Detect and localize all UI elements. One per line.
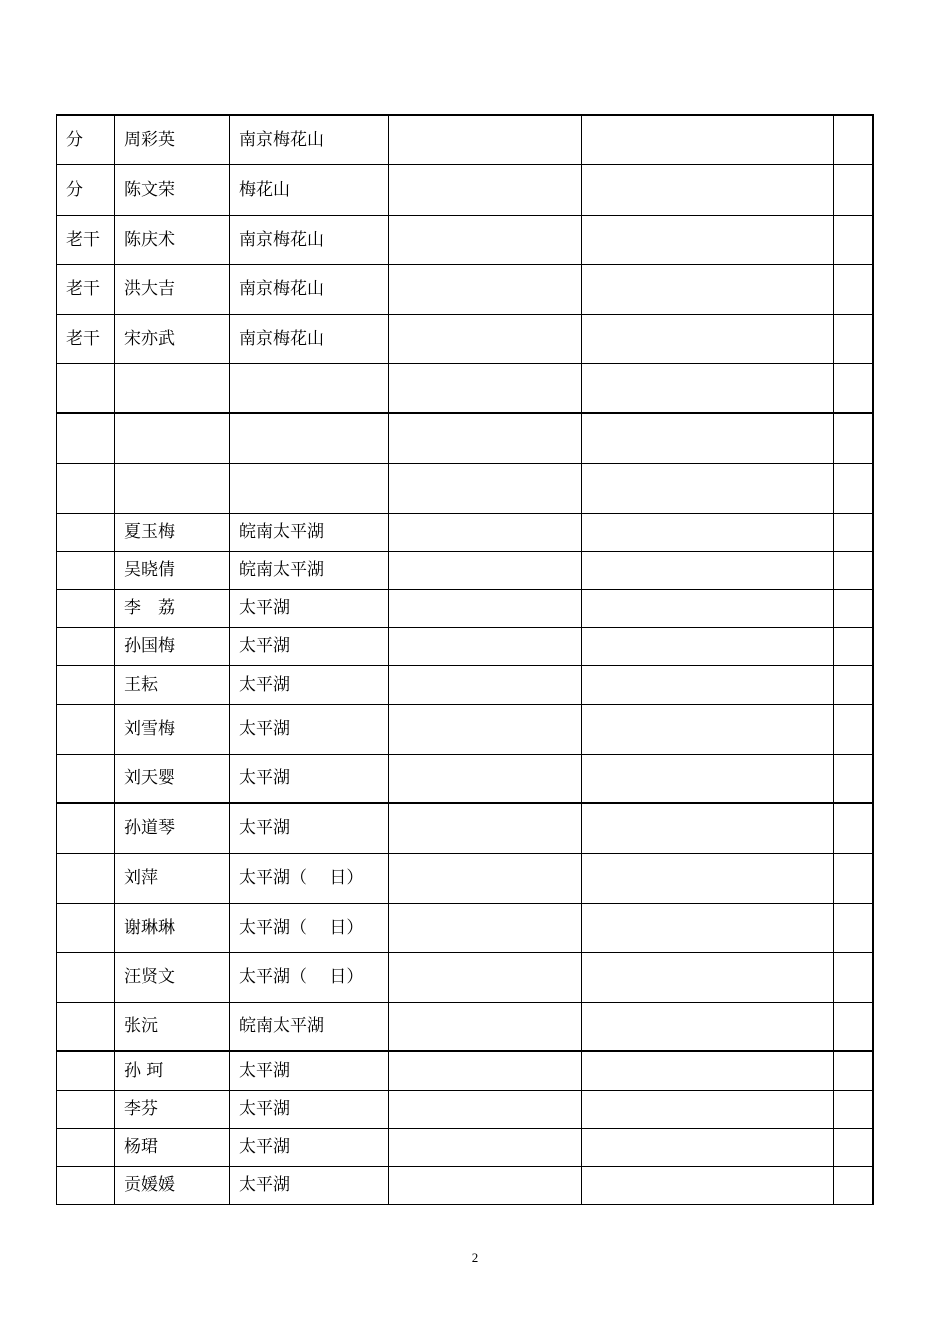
location-cell: 南京梅花山 <box>230 115 389 164</box>
blank-cell <box>834 704 873 754</box>
blank-cell <box>389 627 582 665</box>
table-row <box>57 513 873 551</box>
table-row <box>57 463 873 513</box>
blank-cell <box>582 1128 834 1166</box>
blank-cell <box>582 413 834 463</box>
blank-cell <box>834 1128 873 1166</box>
category-cell <box>57 463 115 513</box>
table-row <box>57 665 873 704</box>
location-cell <box>230 463 389 513</box>
blank-cell <box>582 1002 834 1051</box>
blank-cell <box>582 853 834 903</box>
blank-cell <box>834 853 873 903</box>
name-cell: 洪大吉 <box>115 264 230 314</box>
blank-cell <box>834 551 873 589</box>
category-cell <box>57 1051 115 1090</box>
blank-cell <box>834 803 873 853</box>
blank-cell <box>389 551 582 589</box>
blank-cell <box>582 513 834 551</box>
category-cell <box>57 704 115 754</box>
location-cell: 太平湖 <box>230 803 389 853</box>
blank-cell <box>582 589 834 627</box>
blank-cell <box>834 513 873 551</box>
roster-table <box>56 114 874 1205</box>
blank-cell <box>389 1051 582 1090</box>
blank-cell <box>389 1128 582 1166</box>
name-cell <box>115 363 230 413</box>
location-cell: 太平湖（ 日） <box>230 853 389 903</box>
category-cell: 分 <box>57 164 115 215</box>
blank-cell <box>834 903 873 952</box>
location-cell: 太平湖 <box>230 589 389 627</box>
blank-cell <box>834 314 873 363</box>
blank-cell <box>389 264 582 314</box>
location-cell: 太平湖 <box>230 1090 389 1128</box>
blank-cell <box>834 264 873 314</box>
name-cell: 张沅 <box>115 1002 230 1051</box>
blank-cell <box>834 1166 873 1204</box>
blank-cell <box>834 627 873 665</box>
blank-cell <box>582 115 834 164</box>
table-row <box>57 704 873 754</box>
location-cell: 皖南太平湖 <box>230 513 389 551</box>
table-row <box>57 363 873 413</box>
blank-cell <box>582 903 834 952</box>
name-cell: 刘萍 <box>115 853 230 903</box>
category-cell: 老干 <box>57 264 115 314</box>
category-cell <box>57 1166 115 1204</box>
blank-cell <box>389 952 582 1002</box>
blank-cell <box>389 704 582 754</box>
roster-table-body <box>57 115 873 1204</box>
blank-cell <box>834 1002 873 1051</box>
blank-cell <box>389 314 582 363</box>
blank-cell <box>389 1090 582 1128</box>
blank-cell <box>389 215 582 264</box>
blank-cell <box>389 413 582 463</box>
blank-cell <box>582 551 834 589</box>
blank-cell <box>582 1090 834 1128</box>
category-cell <box>57 413 115 463</box>
blank-cell <box>582 627 834 665</box>
blank-cell <box>582 215 834 264</box>
location-cell: 太平湖（ 日） <box>230 952 389 1002</box>
location-cell: 太平湖 <box>230 1128 389 1166</box>
table-row <box>57 1002 873 1051</box>
name-cell: 吴晓倩 <box>115 551 230 589</box>
table-row <box>57 903 873 952</box>
blank-cell <box>389 754 582 803</box>
blank-cell <box>389 513 582 551</box>
category-cell <box>57 754 115 803</box>
name-cell: 宋亦武 <box>115 314 230 363</box>
blank-cell <box>389 363 582 413</box>
name-cell: 贡媛媛 <box>115 1166 230 1204</box>
name-cell: 孙 珂 <box>115 1051 230 1090</box>
category-cell <box>57 1128 115 1166</box>
blank-cell <box>834 363 873 413</box>
location-cell: 太平湖 <box>230 754 389 803</box>
blank-cell <box>389 164 582 215</box>
category-cell <box>57 363 115 413</box>
name-cell <box>115 463 230 513</box>
table-row <box>57 1090 873 1128</box>
location-cell <box>230 363 389 413</box>
table-row <box>57 551 873 589</box>
name-cell: 孙道琴 <box>115 803 230 853</box>
location-cell: 皖南太平湖 <box>230 551 389 589</box>
category-cell <box>57 803 115 853</box>
blank-cell <box>582 1051 834 1090</box>
name-cell: 孙国梅 <box>115 627 230 665</box>
table-row <box>57 264 873 314</box>
table-row <box>57 952 873 1002</box>
name-cell: 杨珺 <box>115 1128 230 1166</box>
category-cell <box>57 1002 115 1051</box>
category-cell <box>57 627 115 665</box>
blank-cell <box>582 314 834 363</box>
blank-cell <box>389 589 582 627</box>
blank-cell <box>834 665 873 704</box>
table-row <box>57 1051 873 1090</box>
blank-cell <box>834 164 873 215</box>
blank-cell <box>389 665 582 704</box>
category-cell <box>57 589 115 627</box>
blank-cell <box>834 589 873 627</box>
blank-cell <box>582 363 834 413</box>
location-cell: 太平湖 <box>230 627 389 665</box>
location-cell: 太平湖 <box>230 704 389 754</box>
blank-cell <box>834 115 873 164</box>
name-cell: 刘天婴 <box>115 754 230 803</box>
blank-cell <box>389 115 582 164</box>
blank-cell <box>582 754 834 803</box>
blank-cell <box>582 803 834 853</box>
blank-cell <box>834 1090 873 1128</box>
blank-cell <box>834 1051 873 1090</box>
blank-cell <box>834 754 873 803</box>
blank-cell <box>834 952 873 1002</box>
name-cell: 陈庆术 <box>115 215 230 264</box>
category-cell: 老干 <box>57 215 115 264</box>
category-cell <box>57 853 115 903</box>
category-cell <box>57 551 115 589</box>
location-cell: 南京梅花山 <box>230 264 389 314</box>
category-cell <box>57 513 115 551</box>
table-row <box>57 115 873 164</box>
table-row <box>57 853 873 903</box>
category-cell <box>57 1090 115 1128</box>
blank-cell <box>582 164 834 215</box>
table-row <box>57 803 873 853</box>
blank-cell <box>582 665 834 704</box>
table-row <box>57 413 873 463</box>
name-cell: 陈文荣 <box>115 164 230 215</box>
location-cell: 梅花山 <box>230 164 389 215</box>
blank-cell <box>582 264 834 314</box>
name-cell: 刘雪梅 <box>115 704 230 754</box>
blank-cell <box>834 215 873 264</box>
table-row <box>57 1128 873 1166</box>
location-cell: 太平湖 <box>230 1166 389 1204</box>
table-row <box>57 754 873 803</box>
page-number: 2 <box>471 1250 479 1265</box>
name-cell: 李 荔 <box>115 589 230 627</box>
table-row <box>57 627 873 665</box>
table-row <box>57 215 873 264</box>
blank-cell <box>834 463 873 513</box>
blank-cell <box>389 463 582 513</box>
blank-cell <box>834 413 873 463</box>
location-cell: 皖南太平湖 <box>230 1002 389 1051</box>
location-cell: 南京梅花山 <box>230 314 389 363</box>
blank-cell <box>389 903 582 952</box>
category-cell: 老干 <box>57 314 115 363</box>
name-cell: 谢琳琳 <box>115 903 230 952</box>
category-cell <box>57 952 115 1002</box>
category-cell <box>57 665 115 704</box>
blank-cell <box>582 463 834 513</box>
table-row <box>57 589 873 627</box>
name-cell <box>115 413 230 463</box>
blank-cell <box>389 1166 582 1204</box>
table-row <box>57 314 873 363</box>
location-cell: 太平湖 <box>230 1051 389 1090</box>
blank-cell <box>582 1166 834 1204</box>
name-cell: 周彩英 <box>115 115 230 164</box>
blank-cell <box>582 952 834 1002</box>
name-cell: 汪贤文 <box>115 952 230 1002</box>
category-cell: 分 <box>57 115 115 164</box>
location-cell: 太平湖（ 日） <box>230 903 389 952</box>
name-cell: 夏玉梅 <box>115 513 230 551</box>
category-cell <box>57 903 115 952</box>
blank-cell <box>389 853 582 903</box>
table-row <box>57 164 873 215</box>
blank-cell <box>389 1002 582 1051</box>
location-cell <box>230 413 389 463</box>
blank-cell <box>389 803 582 853</box>
table-row <box>57 1166 873 1204</box>
name-cell: 李芬 <box>115 1090 230 1128</box>
location-cell: 太平湖 <box>230 665 389 704</box>
blank-cell <box>582 704 834 754</box>
name-cell: 王耘 <box>115 665 230 704</box>
location-cell: 南京梅花山 <box>230 215 389 264</box>
